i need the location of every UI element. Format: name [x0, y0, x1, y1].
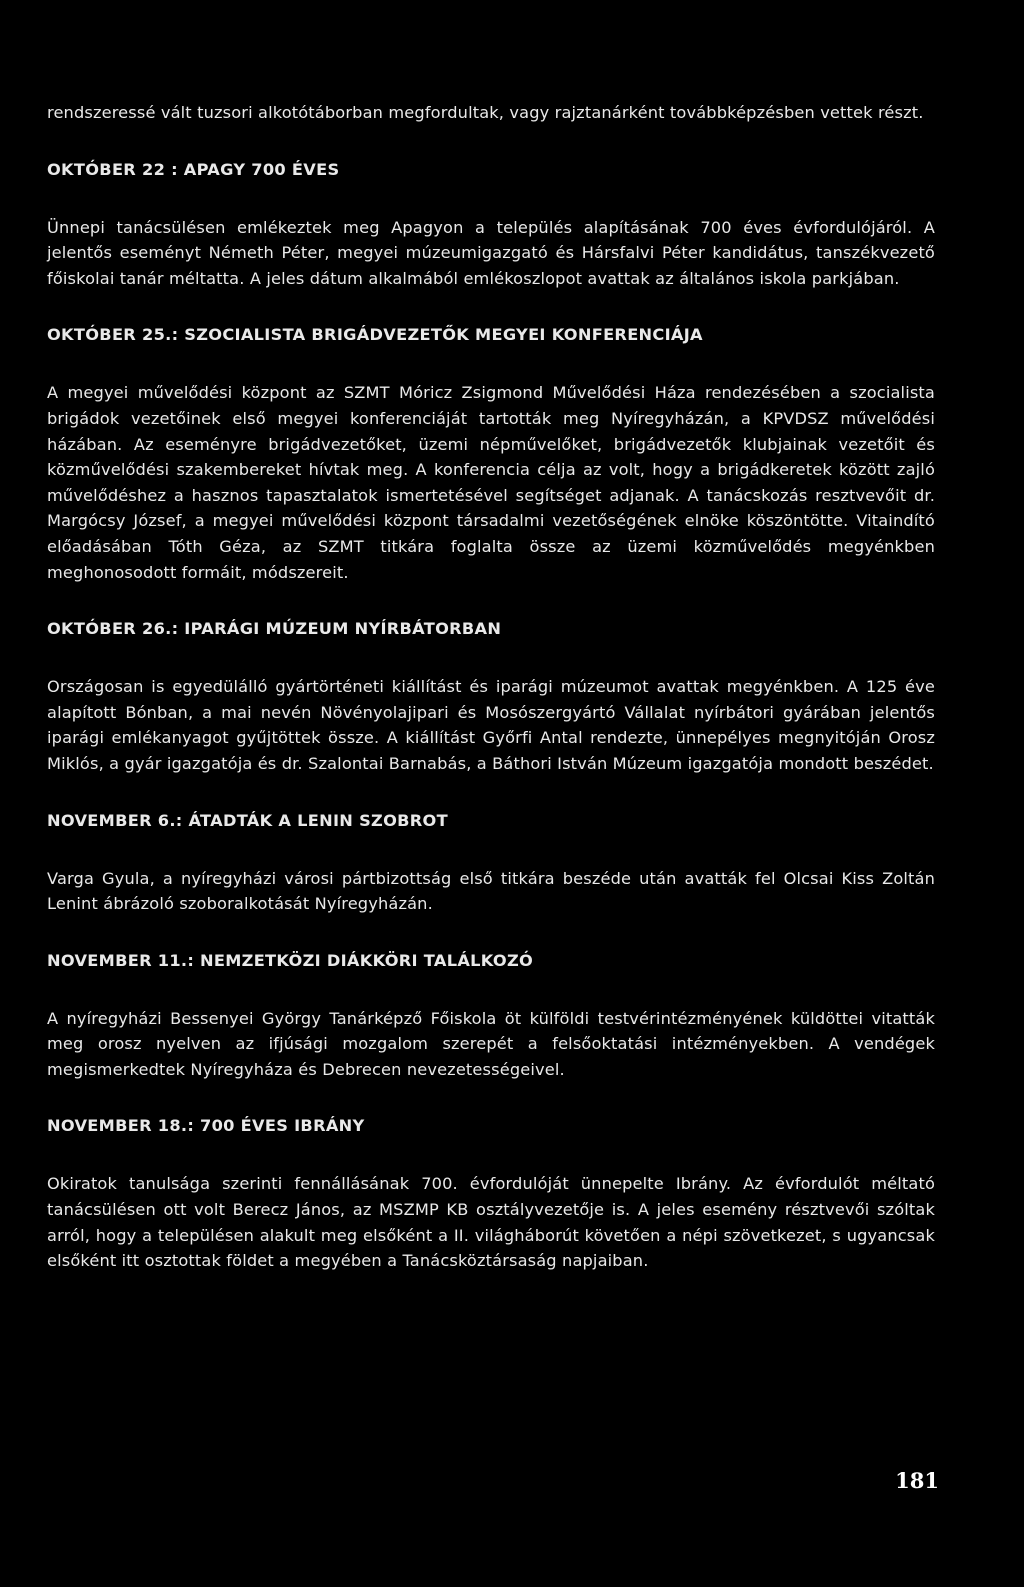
paragraph-iparagi-muzeum: Országosan is egyedülálló gyártörténeti kiállítást és iparági múzeumot avattak megyénkben. A 125 éve alapított Bónban, a mai nevén Növényolajipari és Mosószergyártó Vállalat nyírbátori gyárában jelentős iparági emlékanyagot gyűjtöttek össze. A kiállítást Győrfi Antal rendezte, ünnepélyes megnyitóján Orosz Miklós, a gyár igazgatója és dr. Szalontai Barnabás, a Báthori István Múzeum igazgatója mondott beszédet. — [47, 677, 935, 773]
paragraph-ibrany: Okiratok tanulsága szerinti fennállásának 700. évfordulóját ünnepelte Ibrány. Az évfordulót méltató tanácsülésen ott volt Berecz János, az MSZMP KB osztályvezetője is. A jeles esemény résztvevői szóltak arról, hogy a településen alakult meg elsőként a II. világháborút követően a népi szövetkezet, s ugyancsak elsőként itt osztottak földet a megyében a Tanácsköztársaság napjaiban. — [47, 1174, 935, 1271]
paragraph-apagy: Ünnepi tanácsülésen emlékeztek meg Apagyon a település alapításának 700 éves évfordulójáról. A jelentős eseményt Németh Péter, megyei múzeumigazgató és Hársfalvi Péter kandidátus, tanszékvezető főiskolai tanár méltatta. A jeles dátum alkalmából emlékoszlopot avattak az általános iskola parkjában. — [47, 217, 935, 288]
heading-iparagi-muzeum: OKTÓBER 26.: IPARÁGI MÚZEUM NYÍRBÁTORBAN — [47, 619, 502, 639]
heading-brigadvezetok: OKTÓBER 25.: SZOCIALISTA BRIGÁDVEZETŐK MEGYEI KONFERENCIÁJA — [47, 325, 703, 345]
heading-apagy: OKTÓBER 22 : APAGY 700 ÉVES — [47, 159, 340, 179]
document-body — [47, 100, 935, 1274]
page-number: 181 — [895, 1468, 939, 1493]
heading-lenin-szobor: NOVEMBER 6.: ÁTADTÁK A LENIN SZOBROT — [47, 810, 448, 830]
paragraph-intro: rendszeressé vált tuzsori alkotótáborban megfordultak, vagy rajztanárként továbbképzésben vettek részt. — [47, 103, 924, 122]
heading-diakkori-talalkozo: NOVEMBER 11.: NEMZETKÖZI DIÁKKÖRI TALÁLKOZÓ — [47, 950, 534, 970]
paragraph-brigadvezetok: A megyei művelődési központ az SZMT Móricz Zsigmond Művelődési Háza rendezésében a szocialista brigádok vezetőinek első megyei konferenciáját tartották meg Nyíregyházán, a KPVDSZ művelődési házában. Az eseményre brigádvezetőket, üzemi népművelőket, brigádvezetők klubjainak vezetőit és közművelődési szakembereket hívtak meg. A konferencia célja az volt, hogy a brigádkeretek között zajló művelődéshez a hasznos tapasztalatok ismertetésével segítséget adjanak. A tanácskozás resztvevőit dr. Margócsy József, a megyei művelődési központ társadalmi vezetőségének elnöke köszöntötte. Vitaindító előadásában Tóth Géza, az SZMT titkára foglalta össze az üzemi közművelődés megyénkben meghonosodott formáit, módszereit. — [47, 383, 935, 582]
paragraph-diakkori-talalkozo: A nyíregyházi Bessenyei György Tanárképző Főiskola öt külföldi testvérintézményének küldöttei vitatták meg orosz nyelven az ifjúsági mozgalom szerepét a felsőoktatási intézményekben. A vendégek megismerkedtek Nyíregyháza és Debrecen nevezetességeivel. — [47, 1008, 935, 1079]
heading-ibrany: NOVEMBER 18.: 700 ÉVES IBRÁNY — [47, 1116, 365, 1136]
paragraph-lenin-szobor: Varga Gyula, a nyíregyházi városi pártbizottság első titkára beszéde után avatták fel Olcsai Kiss Zoltán Lenint ábrázoló szoboralkotását Nyíregyházán. — [47, 868, 935, 914]
